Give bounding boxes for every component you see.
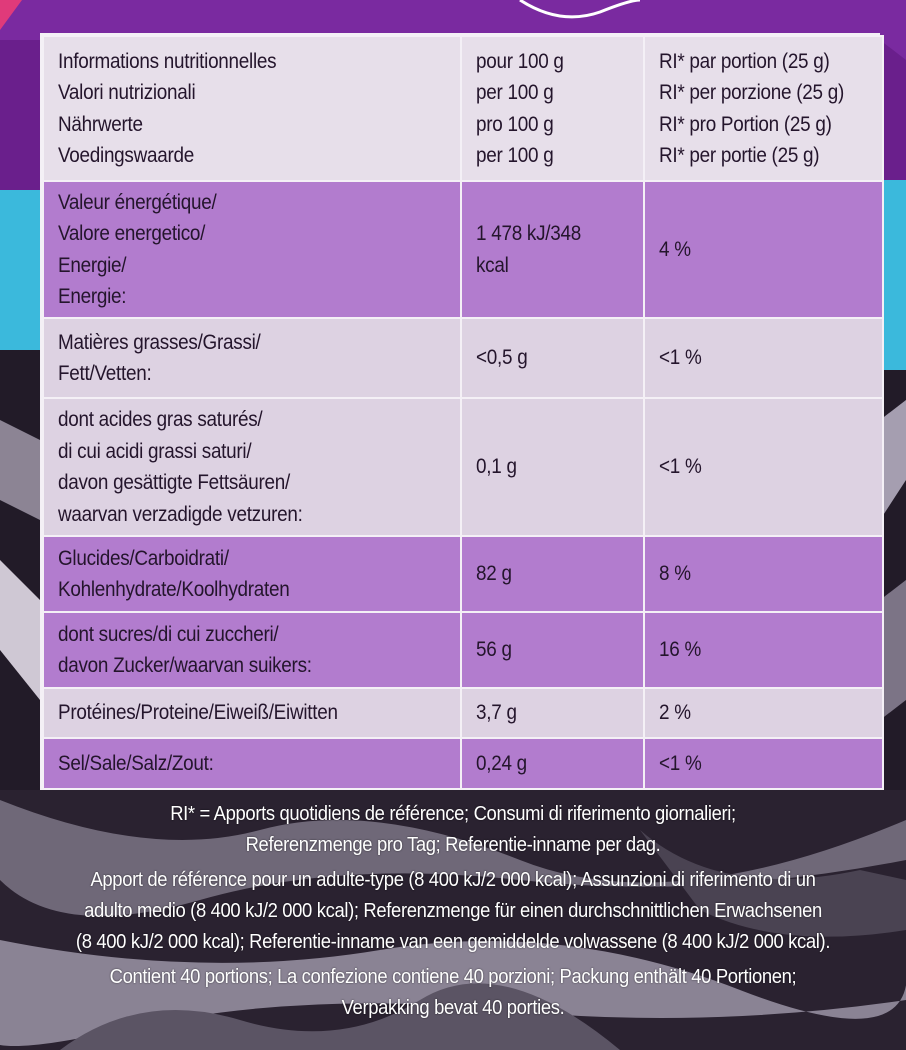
row-label-cell: Valeur énergétique/ Valore energetico/ Energie/ Energie: [43, 181, 461, 318]
footer-notes [20, 798, 886, 1023]
row-per100-cell: 1 478 kJ/348 kcal [461, 181, 644, 318]
table-row [43, 738, 883, 789]
header-per100-cell: pour 100 g per 100 g pro 100 g per 100 g [461, 36, 644, 181]
header-label-cell: Informations nutritionnelles Valori nutrizionali Nährwerte Voedingswaarde [43, 36, 461, 181]
table-row [43, 536, 883, 612]
table-row [43, 398, 883, 536]
row-portion-cell: 16 % [644, 612, 883, 688]
row-per100-cell: 56 g [461, 612, 644, 688]
row-portion-cell: 4 % [644, 181, 883, 318]
footer-reference-adult: Apport de référence pour un adulte-type (8 400 kJ/2 000 kcal); Assunzioni di riferimento di un [90, 868, 816, 891]
row-label-cell: dont acides gras saturés/ di cui acidi grassi saturi/ davon gesättigte Fettsäuren/ waarvan verzadigde vetzuren: [43, 398, 461, 536]
row-portion-cell: <1 % [644, 398, 883, 536]
table-row [43, 612, 883, 688]
footer-portions-count-cont: Verpakking bevat 40 porties. [341, 996, 565, 1019]
row-label-cell: Protéines/Proteine/Eiweiß/Eiwitten [43, 688, 461, 738]
row-label-cell: Glucides/Carboidrati/ Kohlenhydrate/Koolhydraten [43, 536, 461, 612]
row-per100-cell: 3,7 g [461, 688, 644, 738]
footer-reference-adult-end: (8 400 kJ/2 000 kcal); Referentie-inname van een gemiddelde volwassene (8 400 kJ/2 000 kcal). [75, 930, 831, 953]
footer-portions-count: Contient 40 portions; La confezione contiene 40 porzioni; Packung enthält 40 Portionen; [109, 965, 797, 988]
row-label-cell: Sel/Sale/Salz/Zout: [43, 738, 461, 789]
table-header-row [43, 36, 883, 181]
table-row [43, 181, 883, 318]
footer-ri-definition-cont: Referenzmenge pro Tag; Referentie-inname per dag. [245, 833, 661, 856]
nutrition-table-panel [40, 33, 880, 790]
header-portion-cell: RI* par portion (25 g) RI* per porzione (25 g) RI* pro Portion (25 g) RI* per portie (25 g) [644, 36, 883, 181]
row-per100-cell: <0,5 g [461, 318, 644, 398]
nutrition-table [42, 35, 884, 790]
table-row [43, 318, 883, 398]
row-portion-cell: 2 % [644, 688, 883, 738]
row-portion-cell: <1 % [644, 318, 883, 398]
row-portion-cell: <1 % [644, 738, 883, 789]
row-portion-cell: 8 % [644, 536, 883, 612]
row-label-cell: dont sucres/di cui zuccheri/ davon Zucker/waarvan suikers: [43, 612, 461, 688]
row-per100-cell: 0,1 g [461, 398, 644, 536]
row-per100-cell: 0,24 g [461, 738, 644, 789]
table-row [43, 688, 883, 738]
footer-reference-adult-cont: adulto medio (8 400 kJ/2 000 kcal); Referenzmenge für einen durchschnittlichen Erwachsenen [84, 899, 822, 922]
row-label-cell: Matières grasses/Grassi/ Fett/Vetten: [43, 318, 461, 398]
row-per100-cell: 82 g [461, 536, 644, 612]
footer-ri-definition: RI* = Apports quotidiens de référence; Consumi di riferimento giornalieri; [170, 802, 736, 825]
